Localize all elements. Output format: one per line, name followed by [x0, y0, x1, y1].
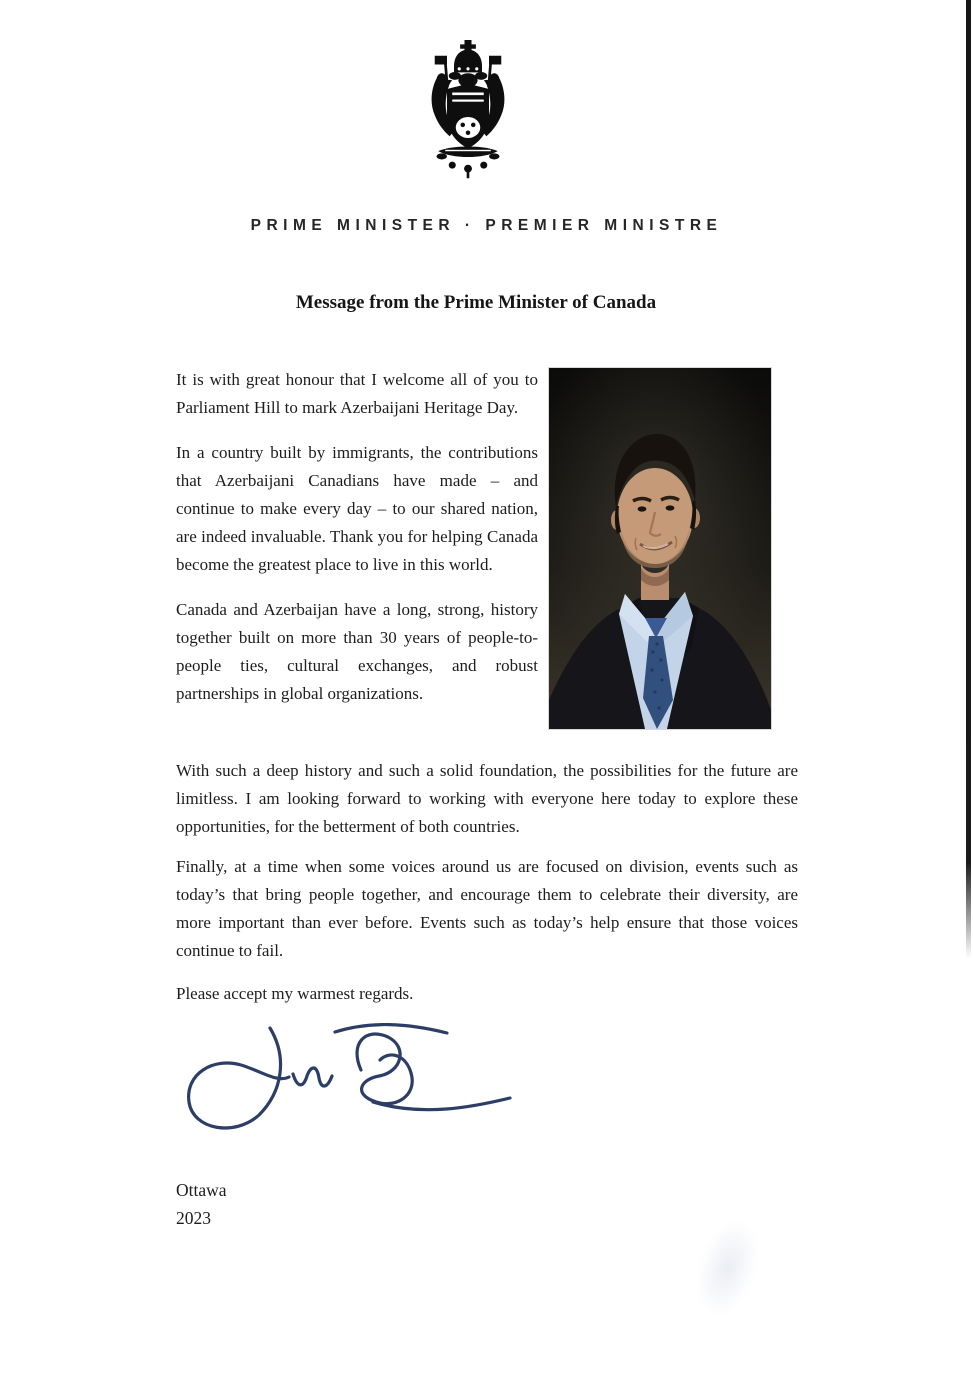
coat-of-arms-icon	[426, 40, 510, 180]
footer-year: 2023	[176, 1208, 211, 1228]
page-title: Message from the Prime Minister of Canada	[295, 292, 657, 313]
prime-minister-portrait-photo	[549, 368, 771, 729]
scan-edge-artifact	[966, 0, 971, 958]
letter-body-column	[176, 366, 538, 725]
paragraph-immigrants: In a country built by immigrants, the contributions that Azerbaijani Canadians have made – and continue to make every day – to our shared nation, are indeed invaluable. Thank you for helping Canada become the greatest place to live in this world.	[176, 443, 538, 574]
paragraph-history: Canada and Azerbaijan have a long, strong, history together built on more than 30 years of people-to-people ties, cultural exchanges, and robust partnerships in global organizations.	[176, 600, 538, 703]
paragraph-division: Finally, at a time when some voices around us are focused on division, events such as today’s that bring people together, and encourage them to celebrate their diversity, are more important than ever before. Events such as today’s help ensure that those voices continue to fail.	[176, 857, 798, 960]
closing-line: Please accept my warmest regards.	[176, 984, 414, 1003]
footer-place: Ottawa	[176, 1180, 227, 1200]
ink-smudge-artifact	[686, 1212, 769, 1324]
paragraph-welcome: It is with great honour that I welcome all of you to Parliament Hill to mark Azerbaijani Heritage Day.	[176, 370, 538, 417]
signature-image	[165, 1010, 520, 1145]
letterhead-office-line: PRIME MINISTER · PREMIER MINISTRE	[250, 217, 723, 234]
paragraph-foundation: With such a deep history and such a solid foundation, the possibilities for the future are limitless. I am looking forward to working with everyone here today to explore these opportunities, for the betterment of both countries.	[176, 761, 798, 836]
